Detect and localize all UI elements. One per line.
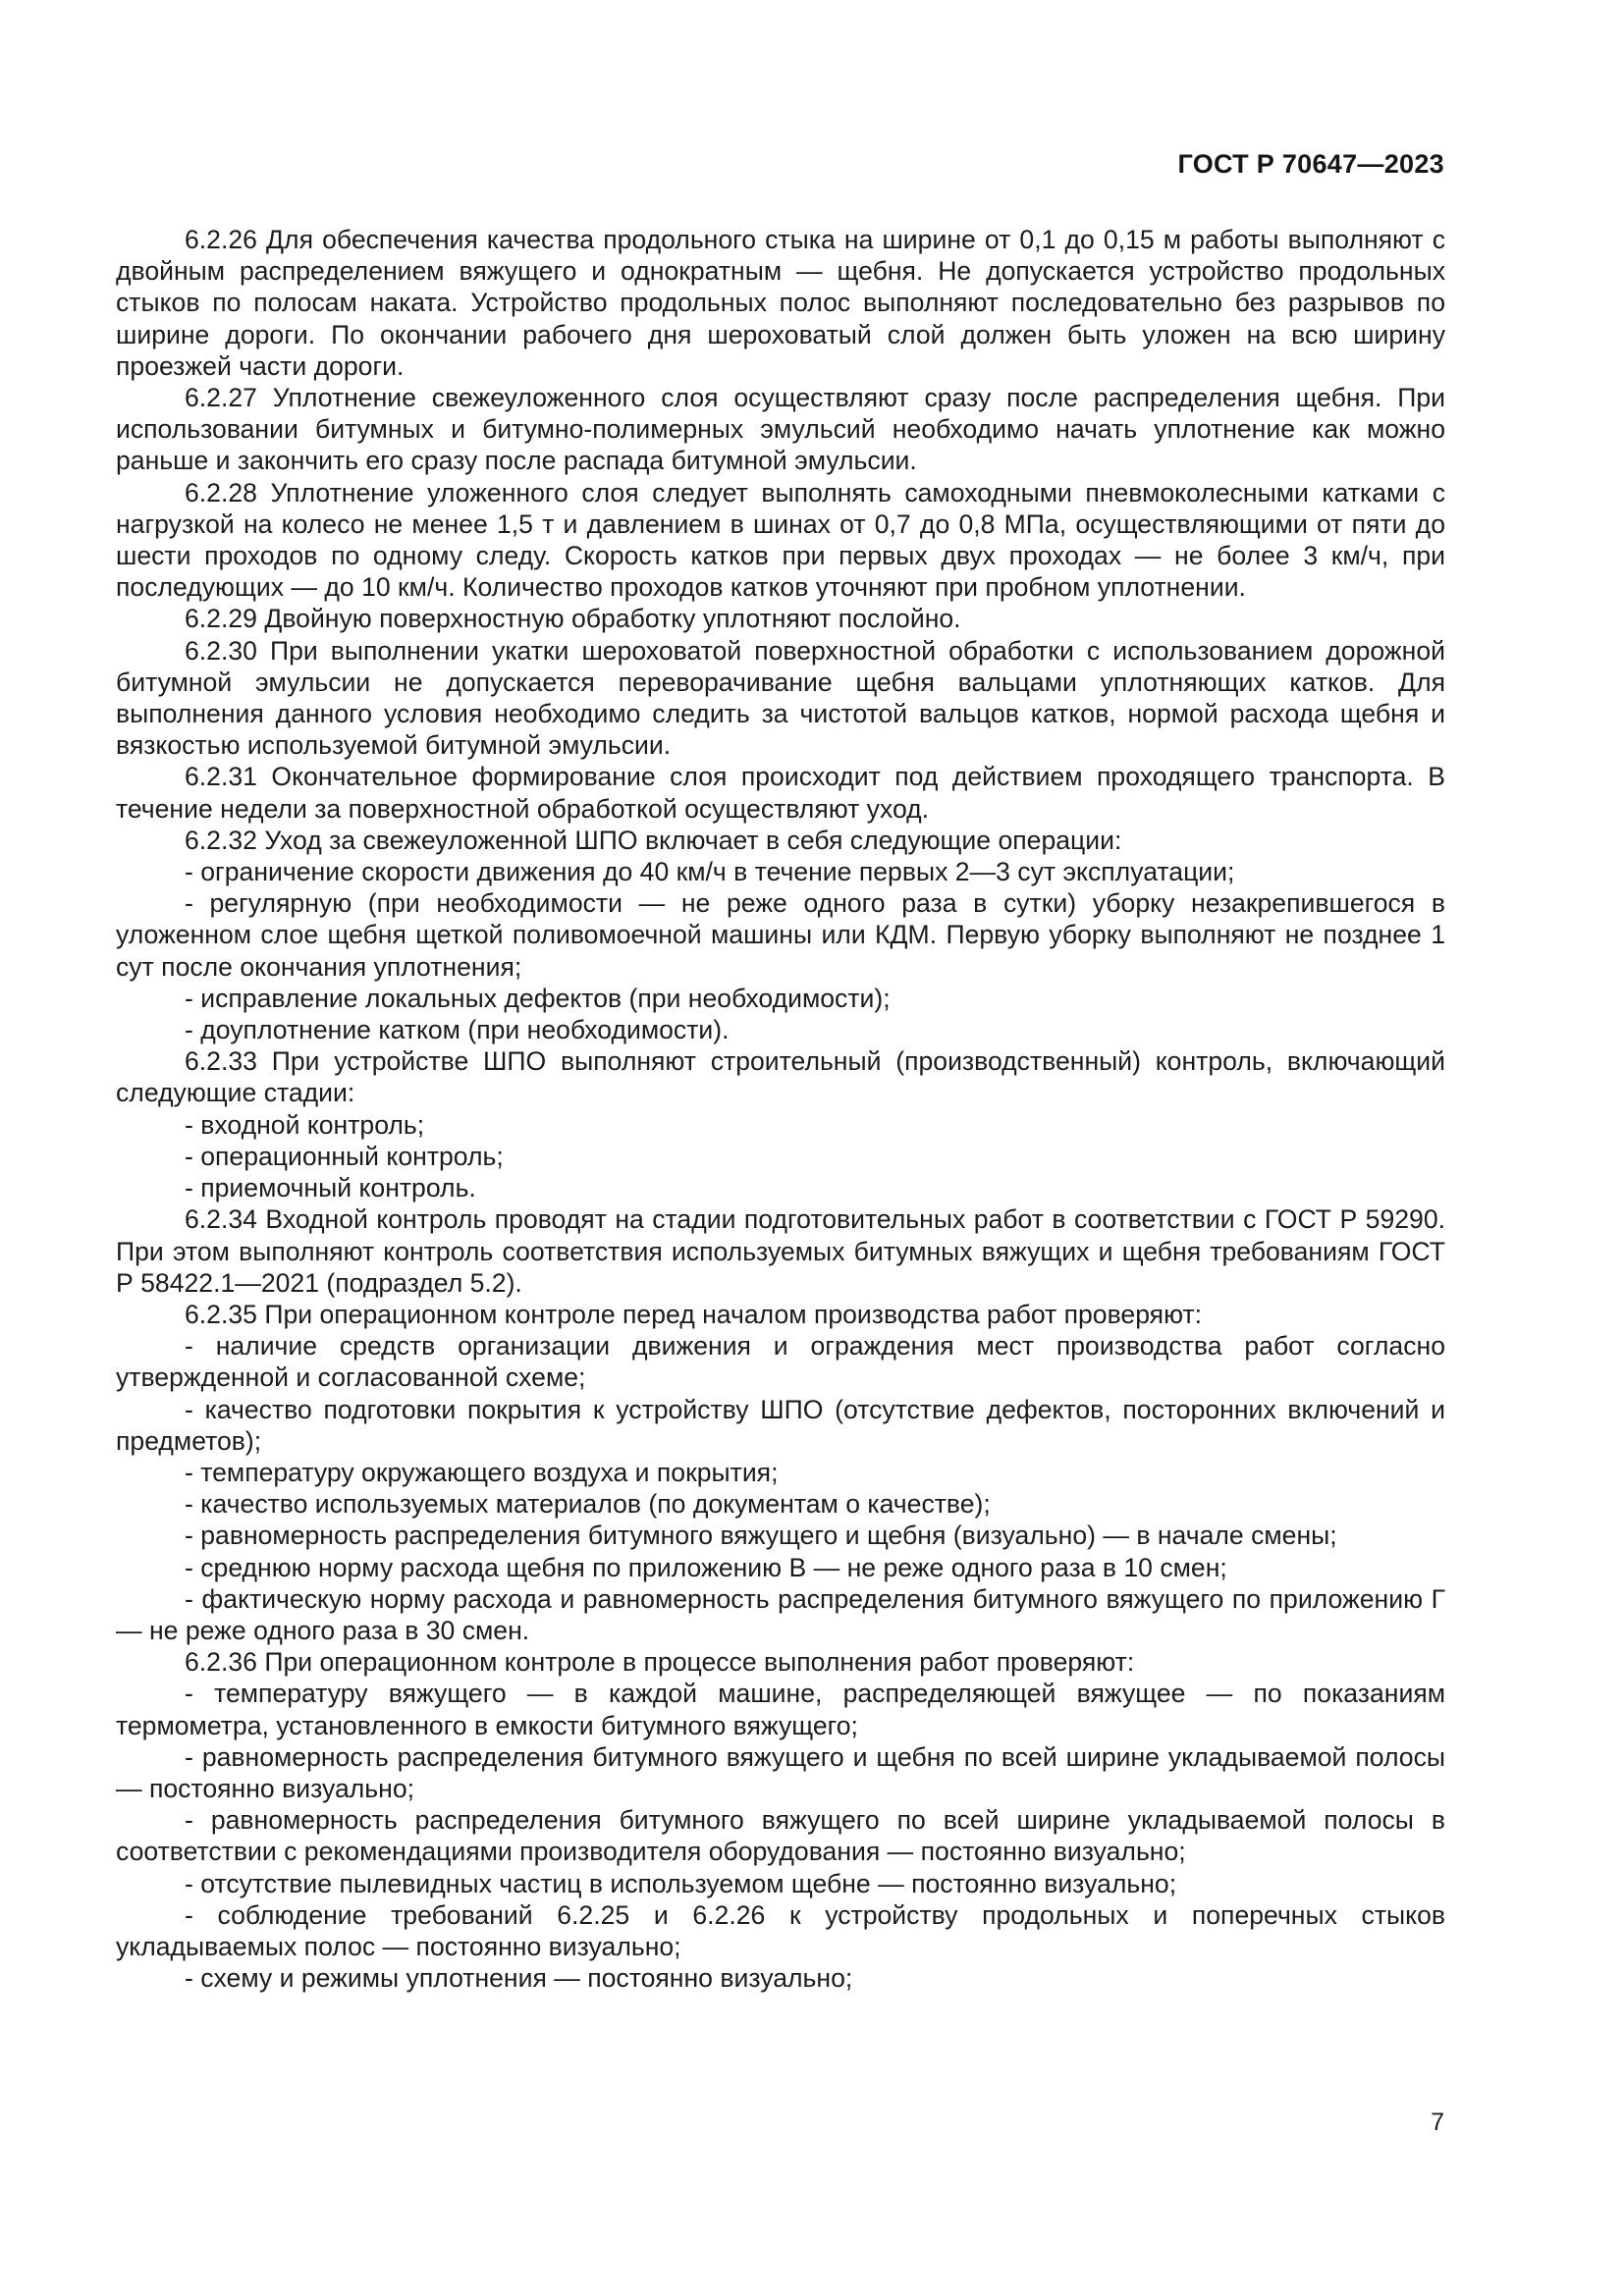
list-item: - температуру вяжущего — в каждой машине, распределяющей вяжущее — по показаниям термометра, установленного в емкости битумного вяжущего; (116, 1679, 1445, 1740)
list-item: - фактическую норму расхода и равномерность распределения битумного вяжущего по приложению Г — не реже одного раза в 30 смен. (116, 1583, 1445, 1645)
list-item: - равномерность распределения битумного вяжущего и щебня по всей ширине укладываемой полосы — постоянно визуально; (116, 1741, 1445, 1803)
clause-paragraph: 6.2.36 При операционном контроле в процессе выполнения работ проверяют: (185, 1647, 1135, 1678)
clause-paragraph: 6.2.27 Уплотнение свежеуложенного слоя осуществляют сразу после распределения щебня. При использовании битумных и битумно-полимерных эмульсий необходимо начать уплотнение как можно раньше и закончить его сразу после распада битумной эмульсии. (116, 383, 1445, 476)
document-body (116, 224, 1445, 1994)
clause-paragraph: 6.2.28 Уплотнение уложенного слоя следует выполнять самоходными пневмоколесными катками с нагрузкой на колесо не менее 1,5 т и давлением в шинах от 0,7 до 0,8 МПа, осуществляющими от пяти до шести проходов по одному следу. Скорость катков при первых двух проходах — не более 3 км/ч, при последующих — до 10 км/ч. Количество проходов катков уточняют при пробном уплотнении. (116, 477, 1445, 603)
list-item: - схему и режимы уплотнения — постоянно визуально; (185, 1963, 853, 1994)
list-item: - операционный контроль; (185, 1141, 504, 1171)
list-item: - входной контроль; (185, 1109, 425, 1140)
list-item: - отсутствие пылевидных частиц в используемом щебне — постоянно визуально; (185, 1868, 1177, 1898)
clause-paragraph: 6.2.33 При устройстве ШПО выполняют строительный (производственный) контроль, включающий следующие стадии: (116, 1046, 1445, 1108)
clause-paragraph: 6.2.32 Уход за свежеуложенной ШПО включает в себя следующие операции: (185, 825, 1122, 855)
clause-paragraph: 6.2.31 Окончательное формирование слоя происходит под действием проходящего транспорта. В течение недели за поверхностной обработкой осуществляют уход. (116, 762, 1445, 824)
list-item: - приемочный контроль. (185, 1173, 476, 1203)
clause-paragraph: 6.2.35 При операционном контроле перед началом производства работ проверяют: (185, 1299, 1203, 1329)
list-item: - качество используемых материалов (по документам о качестве); (185, 1489, 991, 1520)
document-header-code: ГОСТ Р 70647—2023 (1177, 149, 1444, 179)
list-item: - наличие средств организации движения и ограждения мест производства работ согласно утвержденной и согласованной схеме; (116, 1331, 1445, 1393)
clause-paragraph: 6.2.30 При выполнении укатки шероховатой поверхностной обработки с использованием дорожной битумной эмульсии не допускается переворачивание щебня вальцами уплотняющих катков. Для выполнения данного условия необходимо следить за чистотой вальцов катков, нормой расхода щебня и вязкостью используемой битумной эмульсии. (116, 635, 1445, 761)
clause-paragraph: 6.2.34 Входной контроль проводят на стадии подготовительных работ в соответствии с ГОСТ Р 59290. При этом выполняют контроль соответствия используемых битумных вяжущих и щебня требованиям ГОСТ Р 58422.1—2021 (подраздел 5.2). (116, 1204, 1445, 1298)
list-item: - равномерность распределения битумного вяжущего по всей ширине укладываемой полосы в соответствии с рекомендациями производителя оборудования — постоянно визуально; (116, 1805, 1445, 1867)
list-item: - равномерность распределения битумного вяжущего и щебня (визуально) — в начале смены; (185, 1521, 1337, 1551)
list-item: - среднюю норму расхода щебня по приложению В — не реже одного раза в 10 смен; (185, 1552, 1227, 1582)
clause-paragraph: 6.2.29 Двойную поверхностную обработку уплотняют послойно. (185, 604, 961, 634)
list-item: - ограничение скорости движения до 40 км/ч в течение первых 2—3 сут эксплуатации; (185, 857, 1235, 887)
page-number: 7 (1431, 2109, 1444, 2136)
list-item: - исправление локальных дефектов (при необходимости); (185, 983, 891, 1013)
list-item: - доуплотнение катком (при необходимости). (185, 1015, 730, 1045)
list-item: - регулярную (при необходимости — не реже одного раза в сутки) уборку незакрепившегося в уложенном слое щебня щеткой поливомоечной машины или КДМ. Первую уборку выполняют не позднее 1 сут после окончания уплотнения; (116, 888, 1445, 982)
list-item: - соблюдение требований 6.2.25 и 6.2.26 к устройству продольных и поперечных стыков укладываемых полос — постоянно визуально; (116, 1899, 1445, 1961)
list-item: - температуру окружающего воздуха и покрытия; (185, 1457, 779, 1487)
list-item: - качество подготовки покрытия к устройству ШПО (отсутствие дефектов, посторонних включений и предметов); (116, 1394, 1445, 1456)
clause-paragraph: 6.2.26 Для обеспечения качества продольного стыка на ширине от 0,1 до 0,15 м работы выполняют с двойным распределением вяжущего и однократным — щебня. Не допускается устройство продольных стыков по полосам наката. Устройство продольных полос выполняют последовательно без разрывов по ширине дороги. По окончании рабочего дня шероховатый слой должен быть уложен на всю ширину проезжей части дороги. (116, 225, 1445, 381)
